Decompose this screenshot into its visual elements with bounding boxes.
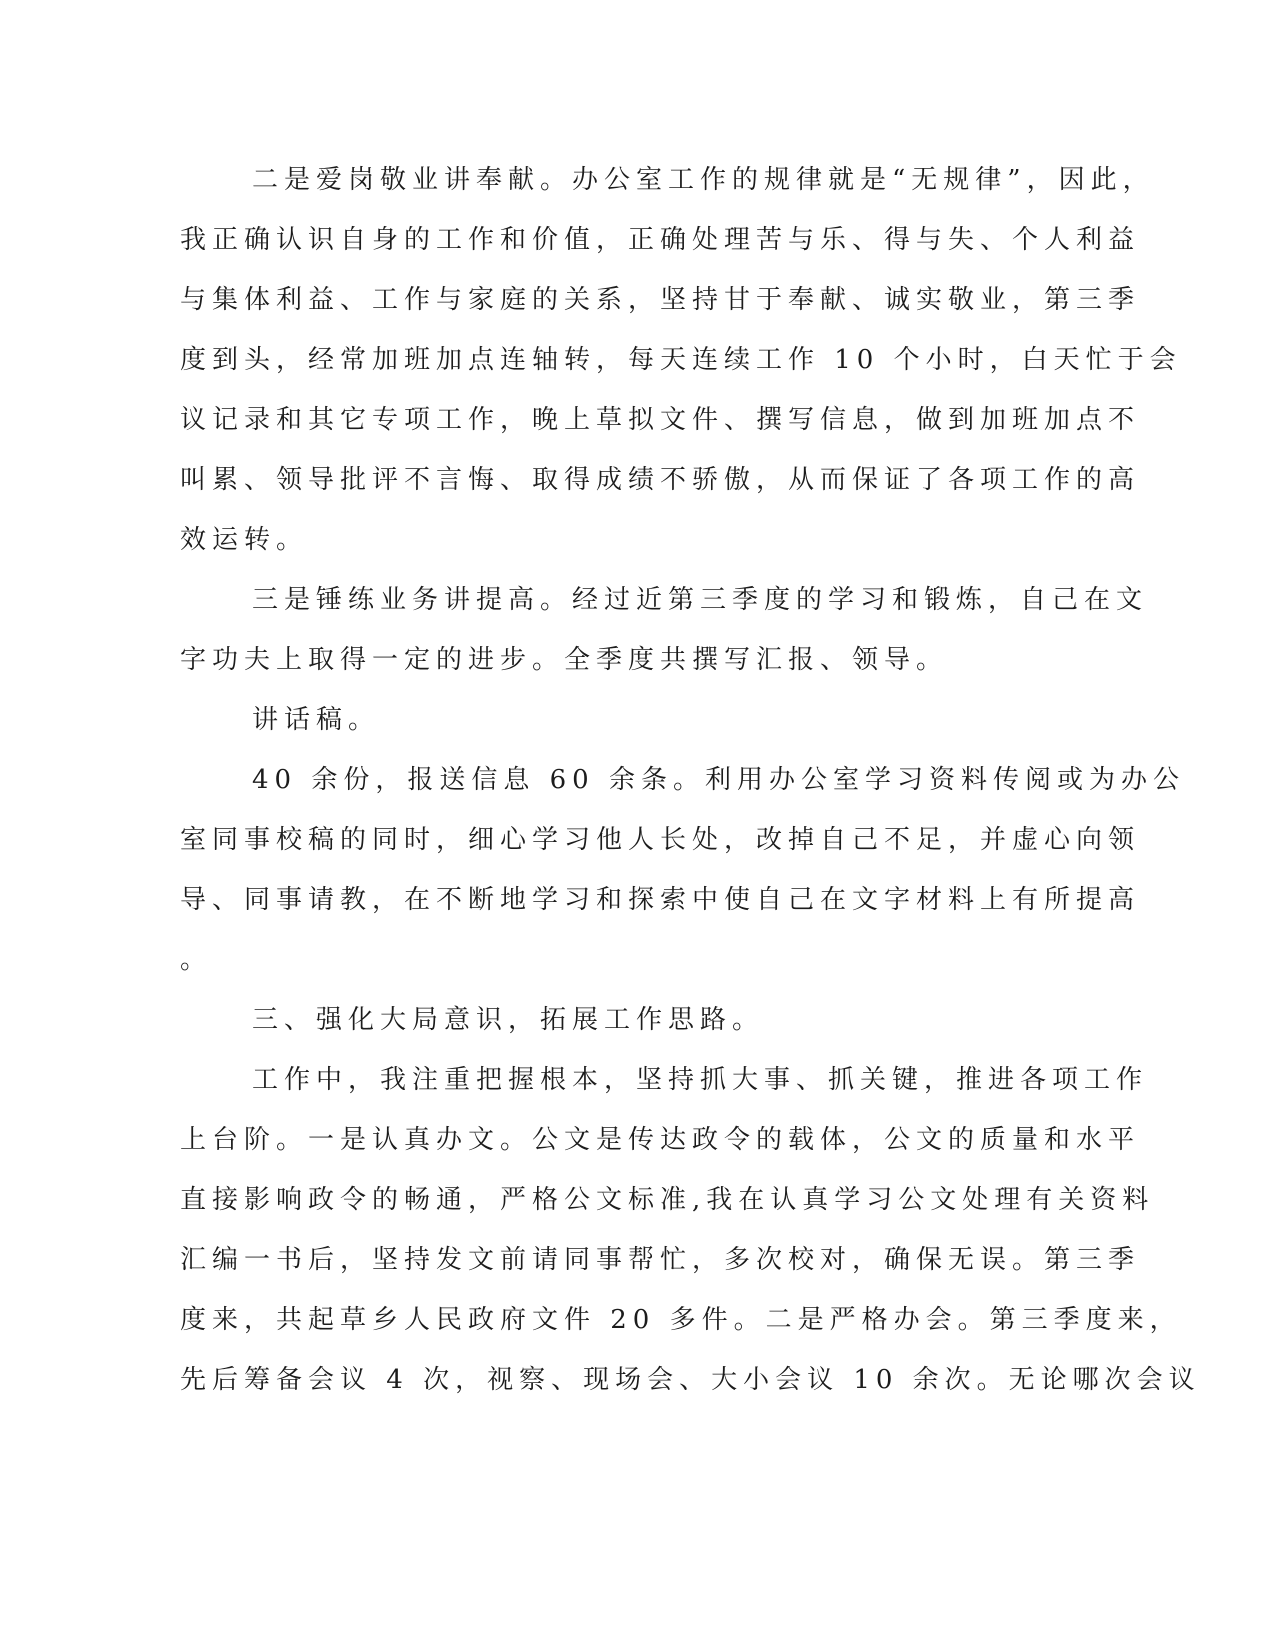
text-line: 直接影响政令的畅通，严格公文标准,我在认真学习公文处理有关资料: [180, 1185, 1155, 1215]
text-line: 字功夫上取得一定的进步。全季度共撰写汇报、领导。: [180, 645, 949, 675]
text-line: 汇编一书后，坚持发文前请同事帮忙，多次校对，确保无误。第三季: [180, 1245, 1141, 1275]
text-line: 导、同事请教，在不断地学习和探索中使自己在文字材料上有所提高: [180, 885, 1141, 915]
text-line: 度到头，经常加班加点连轴转，每天连续工作 10 个小时，白天忙于会: [180, 345, 1182, 375]
text-line: 工作中，我注重把握根本，坚持抓大事、抓关键，推进各项工作: [252, 1065, 1149, 1095]
text-line: 效运转。: [180, 525, 309, 555]
text-line: 室同事校稿的同时，细心学习他人长处，改掉自己不足，并虚心向领: [180, 825, 1141, 855]
document-body: [180, 150, 1201, 1410]
text-line: 度来，共起草乡人民政府文件 20 多件。二是严格办会。第三季度来，: [180, 1305, 1182, 1335]
section-heading: 三、强化大局意识，拓展工作思路。: [252, 1005, 765, 1035]
text-line: 上台阶。一是认真办文。公文是传达政令的载体，公文的质量和水平: [180, 1125, 1141, 1155]
text-line: 先后筹备会议 4 次，视察、现场会、大小会议 10 余次。无论哪次会议: [180, 1365, 1201, 1395]
text-line: 我正确认识自身的工作和价值，正确处理苦与乐、得与失、个人利益: [180, 225, 1141, 255]
text-line: 与集体利益、工作与家庭的关系，坚持甘于奉献、诚实敬业，第三季: [180, 285, 1141, 315]
text-line: 。: [180, 945, 213, 975]
text-line: 二是爱岗敬业讲奉献。办公室工作的规律就是“无规律”，因此，: [252, 165, 1155, 195]
text-line: 三是锤练业务讲提高。经过近第三季度的学习和锻炼，自己在文: [252, 585, 1149, 615]
text-line: 40 余份，报送信息 60 余条。利用办公室学习资料传阅或为办公: [252, 765, 1185, 795]
text-line: 叫累、领导批评不言悔、取得成绩不骄傲，从而保证了各项工作的高: [180, 465, 1141, 495]
text-line: 讲话稿。: [252, 705, 381, 735]
text-line: 议记录和其它专项工作，晚上草拟文件、撰写信息，做到加班加点不: [180, 405, 1141, 435]
